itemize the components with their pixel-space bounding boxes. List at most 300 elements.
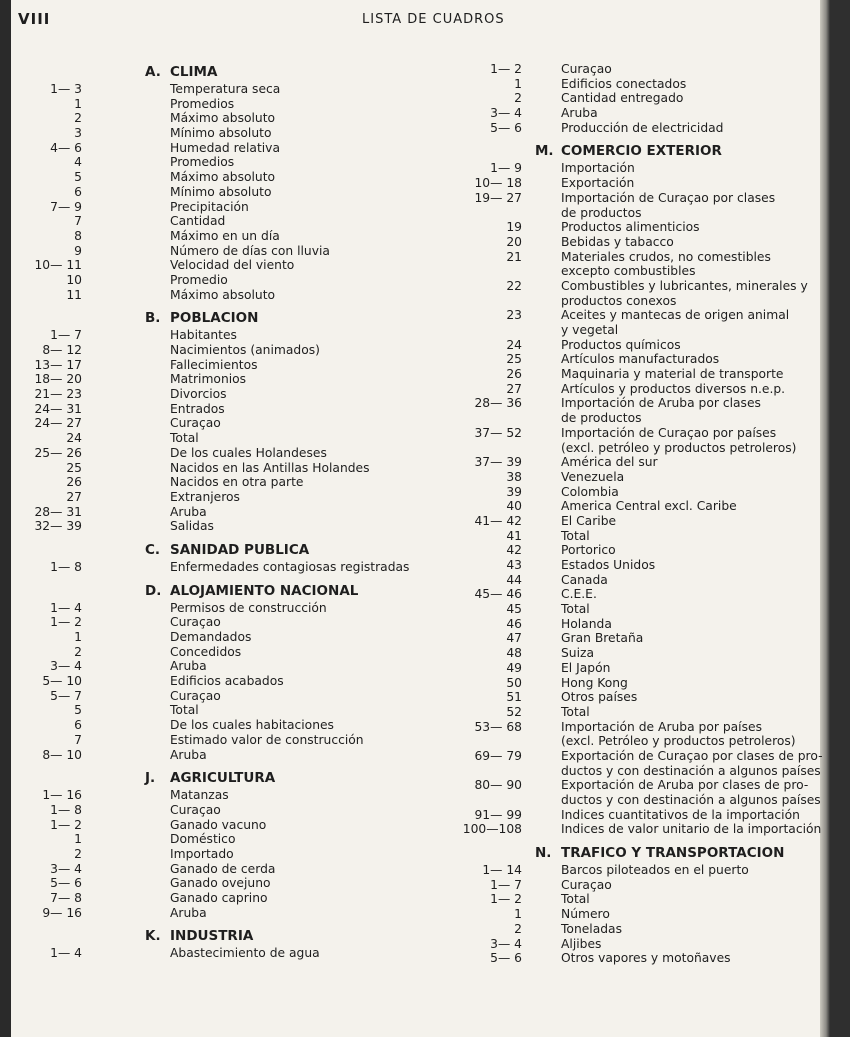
table-description: Importación xyxy=(561,161,635,176)
section-letter: M. xyxy=(535,143,554,160)
table-description: América del sur xyxy=(561,455,658,470)
page-number: VIII xyxy=(18,10,51,28)
table-number-range: 19 xyxy=(506,220,522,235)
table-number-range: 5— 10 xyxy=(42,674,82,689)
table-number-range: 25 xyxy=(66,460,82,475)
table-description: Máximo absoluto xyxy=(170,170,276,185)
table-description: de productos xyxy=(561,411,642,426)
table-description: Máximo absoluto xyxy=(170,111,276,126)
table-number-range: 41 xyxy=(506,528,522,543)
table-list-entry xyxy=(450,323,830,338)
table-number-range: 1— 4 xyxy=(50,600,82,615)
table-number-range: 32— 39 xyxy=(34,519,82,534)
table-description: Extranjeros xyxy=(170,489,240,504)
table-number-range: 10 xyxy=(66,272,82,287)
table-list-entry xyxy=(0,244,470,259)
table-list-entry xyxy=(450,764,830,779)
table-description: Portorico xyxy=(561,543,616,558)
table-description: Nacidos en otra parte xyxy=(170,475,304,490)
table-list-entry xyxy=(450,382,830,397)
table-description: Otros vapores y motoñaves xyxy=(561,951,731,966)
section-heading xyxy=(0,768,470,788)
table-list-entry xyxy=(0,288,470,303)
table-description: Aceites y mantecas de origen animal xyxy=(561,308,790,323)
table-number-range: 40 xyxy=(506,499,522,514)
table-number-range: 2 xyxy=(514,91,522,106)
table-number-range: 28— 31 xyxy=(34,504,82,519)
table-list-entry xyxy=(450,690,830,705)
table-description: (excl. Petróleo y productos petroleros) xyxy=(561,734,796,749)
table-list-entry xyxy=(450,822,830,837)
table-number-range: 19— 27 xyxy=(474,190,522,205)
table-description: Divorcios xyxy=(170,387,227,402)
table-number-range: 2 xyxy=(514,921,522,936)
table-number-range: 22 xyxy=(506,278,522,293)
table-list-entry xyxy=(450,250,830,265)
table-number-range: 1 xyxy=(74,630,82,644)
table-description: excepto combustibles xyxy=(561,264,696,279)
table-list-entry xyxy=(450,543,830,558)
table-description: C.E.E. xyxy=(561,587,597,602)
table-description: Matanzas xyxy=(170,788,229,803)
table-list-entry xyxy=(0,788,470,803)
table-number-range: 18— 20 xyxy=(34,372,82,387)
table-number-range: 48 xyxy=(506,646,522,661)
table-list-entry xyxy=(0,431,470,446)
table-number-range: 1— 16 xyxy=(42,788,82,803)
table-number-range: 27 xyxy=(506,381,522,396)
table-list-entry xyxy=(450,441,830,456)
table-list-entry xyxy=(0,141,470,156)
table-list-entry xyxy=(0,505,470,520)
table-description: Colombia xyxy=(561,484,619,499)
table-number-range: 26 xyxy=(66,475,82,490)
table-description: Total xyxy=(561,528,590,543)
table-description: productos conexos xyxy=(561,293,677,308)
table-list-entry xyxy=(450,161,830,176)
table-list-entry xyxy=(0,946,470,961)
section-title: CLIMA xyxy=(170,64,218,80)
table-number-range: 1— 2 xyxy=(50,615,82,630)
table-description: Hong Kong xyxy=(561,675,628,690)
table-description: Aruba xyxy=(170,747,207,762)
table-number-range: 23 xyxy=(506,308,522,323)
table-number-range: 13— 17 xyxy=(34,357,82,372)
table-list-entry xyxy=(0,689,470,704)
table-description: Aruba xyxy=(561,106,598,121)
table-number-range: 8— 10 xyxy=(42,747,82,762)
table-number-range: 1— 8 xyxy=(50,802,82,817)
table-description: Productos químicos xyxy=(561,337,681,352)
table-description: America Central excl. Caribe xyxy=(561,499,737,514)
table-number-range: 51 xyxy=(506,690,522,705)
table-list-entry xyxy=(0,200,470,215)
table-list-entry xyxy=(450,892,830,907)
table-list-entry xyxy=(450,235,830,250)
table-description: Edificios acabados xyxy=(170,674,284,689)
table-number-range: 43 xyxy=(506,558,522,572)
table-description: Artículos y productos diversos n.e.p. xyxy=(561,381,786,396)
table-description: Mínimo absoluto xyxy=(170,184,272,199)
table-number-range: 37— 52 xyxy=(474,425,522,440)
section-letter: J. xyxy=(145,770,156,787)
table-description: Permisos de construcción xyxy=(170,600,327,615)
table-description: Salidas xyxy=(170,519,214,534)
left-column xyxy=(0,62,470,961)
table-list-entry xyxy=(450,734,830,749)
table-list-entry xyxy=(0,372,470,387)
table-description: Materiales crudos, no comestibles xyxy=(561,249,771,264)
table-description: y vegetal xyxy=(561,323,619,337)
table-description: ductos y con destinación a algunos países xyxy=(561,793,821,807)
table-description: De los cuales habitaciones xyxy=(170,718,334,733)
table-list-entry xyxy=(0,97,470,112)
table-list-entry xyxy=(0,490,470,505)
section-heading xyxy=(0,62,470,82)
table-number-range: 21— 23 xyxy=(34,387,82,402)
table-list-entry xyxy=(450,220,830,235)
table-description: Total xyxy=(170,431,199,446)
table-list-entry xyxy=(450,720,830,735)
table-number-range: 6 xyxy=(74,184,82,199)
table-description: Exportación xyxy=(561,176,635,191)
table-list-entry xyxy=(450,907,830,922)
table-list-entry xyxy=(0,229,470,244)
table-list-entry xyxy=(0,560,470,575)
table-list-entry xyxy=(450,529,830,544)
table-list-entry xyxy=(450,106,830,121)
table-number-range: 27 xyxy=(66,489,82,504)
table-list-entry xyxy=(0,111,470,126)
table-description: Edificios conectados xyxy=(561,76,687,91)
table-description: Artículos manufacturados xyxy=(561,352,720,367)
table-description: Curaçao xyxy=(170,688,221,703)
table-description: Concedidos xyxy=(170,644,242,659)
table-description: Producción de electricidad xyxy=(561,120,724,135)
table-list-entry xyxy=(0,630,470,645)
table-list-entry xyxy=(450,485,830,500)
table-number-range: 2 xyxy=(74,846,82,861)
table-description: Aruba xyxy=(170,659,207,674)
table-list-entry xyxy=(450,922,830,937)
section-title: POBLACION xyxy=(170,310,259,327)
table-number-range: 21 xyxy=(506,249,522,264)
table-description: Productos alimenticios xyxy=(561,220,700,235)
table-number-range: 2 xyxy=(74,111,82,126)
table-description: Máximo absoluto xyxy=(170,287,276,302)
table-list-entry xyxy=(450,778,830,793)
table-list-entry xyxy=(0,519,470,534)
table-list-entry xyxy=(450,602,830,617)
table-list-entry xyxy=(0,718,470,733)
table-number-range: 3 xyxy=(74,126,82,141)
table-list-entry xyxy=(0,862,470,877)
table-description: Estimado valor de construcción xyxy=(170,732,364,747)
table-list-entry xyxy=(450,352,830,367)
table-list-entry xyxy=(0,475,470,490)
table-list-entry xyxy=(450,676,830,691)
table-list-entry xyxy=(0,155,470,170)
table-number-range: 100—108 xyxy=(462,822,522,837)
table-description: Bebidas y tabacco xyxy=(561,234,674,249)
table-list-entry xyxy=(0,876,470,891)
section-title: AGRICULTURA xyxy=(170,770,276,787)
table-list-entry xyxy=(450,705,830,720)
section-title: TRAFICO Y TRANSPORTACION xyxy=(561,845,785,862)
table-list-entry xyxy=(450,206,830,221)
table-description: Ganado vacuno xyxy=(170,817,267,832)
table-list-entry xyxy=(0,343,470,358)
table-list-entry xyxy=(0,402,470,417)
table-description: Velocidad del viento xyxy=(170,258,295,273)
table-list-entry xyxy=(450,646,830,661)
table-description: Maquinaria y material de transporte xyxy=(561,367,784,382)
table-description: Demandados xyxy=(170,630,252,644)
section-title: SANIDAD PUBLICA xyxy=(170,541,310,558)
table-number-range: 9— 16 xyxy=(42,905,82,920)
table-description: Curaçao xyxy=(561,877,612,892)
table-description: Número xyxy=(561,907,610,922)
section-letter: C. xyxy=(145,541,161,558)
table-list-entry xyxy=(450,499,830,514)
table-description: Doméstico xyxy=(170,832,236,847)
table-list-entry xyxy=(0,645,470,660)
table-number-range: 8 xyxy=(74,228,82,243)
table-description: Abastecimiento de agua xyxy=(170,946,320,961)
table-number-range: 1— 4 xyxy=(50,946,82,961)
table-list-entry xyxy=(450,558,830,573)
table-list-entry xyxy=(450,264,830,279)
table-description: Total xyxy=(561,704,590,719)
table-list-entry xyxy=(450,749,830,764)
table-description: Máximo en un día xyxy=(170,228,280,243)
table-number-range: 5 xyxy=(74,703,82,718)
table-list-entry xyxy=(450,91,830,106)
table-list-entry xyxy=(450,514,830,529)
table-list-entry xyxy=(0,446,470,461)
table-list-entry xyxy=(0,748,470,763)
table-description: Venezuela xyxy=(561,469,625,484)
table-number-range: 44 xyxy=(506,572,522,587)
table-list-entry xyxy=(450,294,830,309)
table-list-entry xyxy=(0,416,470,431)
table-number-range: 47 xyxy=(506,631,522,646)
table-list-entry xyxy=(0,82,470,97)
table-description: Humedad relativa xyxy=(170,140,280,155)
section-title: INDUSTRIA xyxy=(170,928,254,945)
table-description: Habitantes xyxy=(170,328,237,343)
section-letter: K. xyxy=(145,928,161,945)
table-list-entry xyxy=(0,703,470,718)
table-description: Curaçao xyxy=(170,416,221,431)
table-description: Canada xyxy=(561,572,608,587)
table-number-range: 1 xyxy=(74,96,82,111)
table-list-entry xyxy=(450,951,830,966)
table-list-entry xyxy=(450,396,830,411)
table-number-range: 10— 11 xyxy=(34,258,82,273)
table-description: Estados Unidos xyxy=(561,558,656,572)
table-number-range: 7— 8 xyxy=(50,891,82,905)
table-description: Enfermedades contagiosas registradas xyxy=(170,559,410,574)
table-number-range: 1— 9 xyxy=(490,161,522,176)
table-number-range: 4 xyxy=(74,155,82,170)
table-description: Temperatura seca xyxy=(170,82,281,96)
table-description: Importación de Curaçao por países xyxy=(561,425,777,440)
right-column xyxy=(450,62,830,966)
table-description: Barcos piloteados en el puerto xyxy=(561,863,749,878)
table-number-range: 45 xyxy=(506,602,522,617)
table-description: Total xyxy=(170,703,199,718)
table-number-range: 2 xyxy=(74,644,82,659)
table-description: Número de días con lluvia xyxy=(170,243,330,258)
table-description: El Japón xyxy=(561,660,611,675)
table-number-range: 10— 18 xyxy=(474,176,522,191)
table-number-range: 7 xyxy=(74,214,82,229)
table-description: Exportación de Aruba por clases de pro- xyxy=(561,778,809,793)
table-number-range: 80— 90 xyxy=(474,778,522,793)
table-list-entry xyxy=(0,832,470,847)
table-description: Nacidos en las Antillas Holandes xyxy=(170,460,370,475)
table-number-range: 7— 9 xyxy=(50,199,82,214)
table-number-range: 28— 36 xyxy=(474,396,522,411)
table-number-range: 5— 6 xyxy=(50,876,82,891)
table-list-entry xyxy=(0,170,470,185)
table-list-entry xyxy=(450,587,830,602)
table-number-range: 45— 46 xyxy=(474,587,522,602)
table-number-range: 37— 39 xyxy=(474,455,522,470)
table-description: ductos y con destinación a algunos países xyxy=(561,763,821,778)
table-description: Matrimonios xyxy=(170,372,247,387)
table-list-entry xyxy=(0,847,470,862)
table-description: Exportación de Curaçao por clases de pro- xyxy=(561,748,823,763)
table-list-entry xyxy=(450,191,830,206)
table-list-entry xyxy=(0,615,470,630)
table-number-range: 6 xyxy=(74,718,82,733)
table-list-entry xyxy=(450,176,830,191)
table-number-range: 7 xyxy=(74,732,82,747)
table-number-range: 53— 68 xyxy=(474,719,522,734)
table-list-entry xyxy=(450,793,830,808)
table-number-range: 3— 4 xyxy=(490,936,522,951)
table-description: de productos xyxy=(561,205,642,220)
table-number-range: 42 xyxy=(506,543,522,558)
table-number-range: 5 xyxy=(74,170,82,185)
table-description: Importación de Aruba por clases xyxy=(561,396,761,411)
table-list-entry xyxy=(0,273,470,288)
table-description: El Caribe xyxy=(561,513,617,528)
table-number-range: 8— 12 xyxy=(42,343,82,357)
table-list-entry xyxy=(0,906,470,921)
table-description: Cantidad entregado xyxy=(561,91,684,106)
table-description: Importación de Aruba por países xyxy=(561,719,762,734)
table-description: Promedio xyxy=(170,272,228,287)
table-number-range: 4— 6 xyxy=(50,140,82,155)
table-list-entry xyxy=(450,470,830,485)
table-list-entry xyxy=(0,733,470,748)
table-description: Aruba xyxy=(170,905,207,920)
table-description: Total xyxy=(561,892,590,907)
table-description: Combustibles y lubricantes, minerales y xyxy=(561,278,808,293)
section-heading xyxy=(0,540,470,560)
table-number-range: 24 xyxy=(506,337,522,352)
table-description: Otros países xyxy=(561,690,638,705)
table-number-range: 24 xyxy=(66,431,82,446)
table-list-entry xyxy=(450,411,830,426)
table-description: Suiza xyxy=(561,646,595,661)
table-description: Curaçao xyxy=(170,802,221,817)
table-list-entry xyxy=(450,863,830,878)
table-list-entry xyxy=(450,308,830,323)
table-description: Indices cuantitativos de la importación xyxy=(561,807,800,822)
table-description: Importación de Curaçao por clases xyxy=(561,190,776,205)
table-list-entry xyxy=(0,601,470,616)
table-description: Curaçao xyxy=(561,62,612,76)
table-list-entry xyxy=(450,631,830,646)
table-description: Entrados xyxy=(170,401,225,416)
table-number-range: 24— 27 xyxy=(34,416,82,431)
table-number-range: 5— 7 xyxy=(50,688,82,703)
section-title: ALOJAMIENTO NACIONAL xyxy=(170,582,359,599)
table-list-entry xyxy=(450,62,830,77)
table-number-range: 1 xyxy=(514,76,522,91)
section-letter: A. xyxy=(145,64,161,80)
section-title: COMERCIO EXTERIOR xyxy=(561,143,722,160)
table-list-entry xyxy=(0,891,470,906)
table-description: Fallecimientos xyxy=(170,357,258,372)
table-number-range: 1— 2 xyxy=(50,817,82,832)
table-description: Precipitación xyxy=(170,199,249,214)
table-list-entry xyxy=(450,77,830,92)
table-list-entry xyxy=(0,126,470,141)
table-list-entry xyxy=(0,214,470,229)
table-number-range: 39 xyxy=(506,484,522,499)
table-number-range: 1 xyxy=(74,832,82,847)
table-description: Mínimo absoluto xyxy=(170,126,272,141)
section-letter: N. xyxy=(535,845,552,862)
table-list-entry xyxy=(450,808,830,823)
section-heading xyxy=(450,141,830,161)
table-number-range: 20 xyxy=(506,234,522,249)
table-list-entry xyxy=(450,367,830,382)
table-list-entry xyxy=(0,358,470,373)
table-number-range: 1— 7 xyxy=(490,877,522,892)
table-number-range: 41— 42 xyxy=(474,513,522,528)
table-description: Toneladas xyxy=(561,921,623,936)
table-description: Ganado ovejuno xyxy=(170,876,271,891)
table-description: De los cuales Holandeses xyxy=(170,445,327,460)
table-number-range: 49 xyxy=(506,660,522,675)
table-number-range: 69— 79 xyxy=(474,748,522,763)
table-list-entry xyxy=(0,258,470,273)
table-number-range: 24— 31 xyxy=(34,401,82,416)
table-description: Ganado de cerda xyxy=(170,861,276,876)
table-description: Indices de valor unitario de la importación xyxy=(561,822,822,837)
table-list-entry xyxy=(0,818,470,833)
table-description: Holanda xyxy=(561,616,612,631)
table-description: Curaçao xyxy=(170,615,221,630)
table-number-range: 1— 7 xyxy=(50,328,82,343)
table-list-entry xyxy=(450,661,830,676)
table-number-range: 5— 6 xyxy=(490,120,522,135)
table-description: Cantidad xyxy=(170,214,226,229)
table-description: Aljibes xyxy=(561,936,602,951)
table-description: Gran Bretaña xyxy=(561,631,644,646)
table-list-entry xyxy=(450,573,830,588)
table-number-range: 25 xyxy=(506,352,522,367)
table-list-entry xyxy=(450,878,830,893)
table-number-range: 5— 6 xyxy=(490,951,522,966)
table-description: Aruba xyxy=(170,504,207,519)
